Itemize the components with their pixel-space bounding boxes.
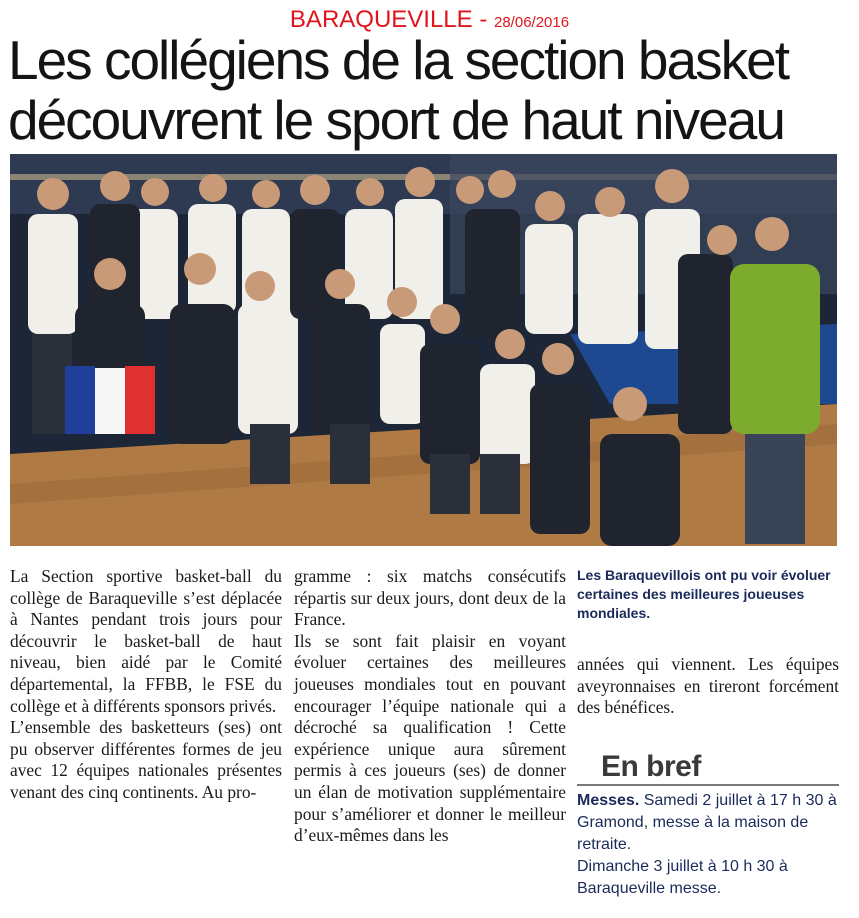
kicker-date: 28/06/2016 — [494, 14, 570, 31]
brief-item-1 — [577, 790, 839, 856]
headline — [8, 30, 858, 150]
brief-line-2: Dimanche 3 juillet à 10 h 30 à Baraqueville messe. — [577, 858, 788, 897]
kicker-location: BARAQUEVILLE — [289, 6, 473, 33]
article-paragraph: gramme : six matchs consécutifs répartis sur deux jours, dont deux de la France. — [294, 566, 566, 630]
article-paragraph: La Section sportive basket-ball du collège de Baraqueville s’est déplacée à Nantes pendant trois jours pour découvrir le basket-ball de haut niveau, bien aidé par le Comité départemental, la FFBB, le FSE du collège et à différents sponsors privés. — [10, 566, 282, 716]
kicker-separator: - — [472, 6, 494, 33]
headline-line-2: découvrent le sport de haut niveau — [8, 89, 784, 151]
article-paragraph: années qui viennent. Les équipes aveyronnaises en tireront forcément des bénéfices. — [577, 654, 839, 718]
group-photo — [10, 154, 837, 546]
en-bref-content — [577, 790, 839, 900]
french-flag — [65, 366, 155, 434]
article-column-2 — [294, 566, 566, 847]
photo-caption: Les Baraquevillois ont pu voir évoluer certaines des meilleures joueuses mondiales. — [577, 567, 831, 621]
article-paragraph: L’ensemble des basketteurs (ses) ont pu observer différentes formes de jeu avec 12 équipes nationales présentes venant des cinq continents. Au pro- — [10, 717, 282, 802]
en-bref-title: En bref — [601, 750, 701, 783]
headline-line-1: Les collégiens de la section basket — [8, 29, 788, 91]
article-column-1 — [10, 566, 282, 804]
brief-line-1: Samedi 2 juillet à 17 h 30 à Gramond, messe à la maison de retraite. — [577, 792, 837, 853]
brief-label: Messes. — [577, 792, 640, 809]
en-bref-header — [577, 750, 839, 786]
article-paragraph: Ils se sont fait plaisir en voyant évoluer certaines des meilleures joueuses mondiales tout en pouvant encourager l’équipe nationale qui a décroché sa qualification ! Cette expérience unique aura sûrement permis à ces joueurs (ses) de donner un élan de motivation supplémentaire pour s’améliorer et donner le meilleur d’eux-mêmes dans les — [294, 630, 566, 846]
article-column-3 — [577, 566, 839, 718]
